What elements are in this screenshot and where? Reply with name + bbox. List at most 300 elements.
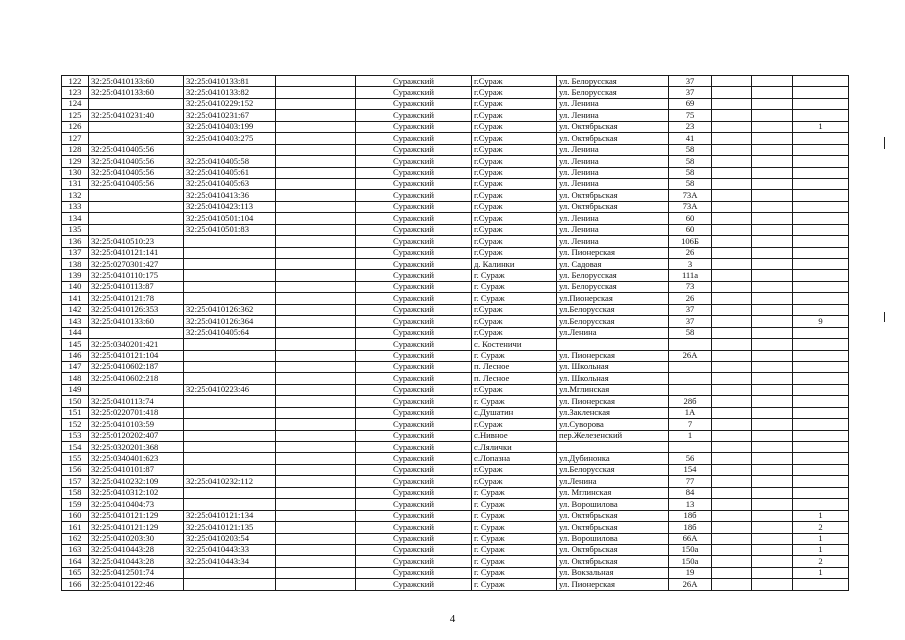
cadastral-number-secondary: 32:25:0410405:58 [184,156,276,167]
locality-name: д. Калинки [472,259,557,270]
cadastral-number-secondary [184,579,276,590]
table-row [62,110,849,121]
street-name [557,339,669,350]
cadastral-number-secondary [184,293,276,304]
locality-name: г. Сураж [472,350,557,361]
count-cell [793,110,849,121]
cadastral-number: 32:25:0410405:56 [89,144,184,155]
house-number [669,384,712,395]
street-name: ул. Ворошилова [557,499,669,510]
scan-mark [884,137,885,149]
street-name: ул. Ленина [557,224,669,235]
table-row [62,259,849,270]
extra-cell [712,110,752,121]
street-name: ул. Ленина [557,178,669,189]
extra-cell [752,110,793,121]
street-name: ул. Октябрьская [557,556,669,567]
blank-cell [276,304,356,315]
row-number: 164 [62,556,89,567]
cadastral-number: 32:25:0412501:74 [89,567,184,578]
locality-name: г.Сураж [472,178,557,189]
street-name [557,442,669,453]
street-name: ул.Белорусская [557,316,669,327]
extra-cell [712,190,752,201]
row-number: 140 [62,281,89,292]
table-row [62,190,849,201]
cadastral-number [89,201,184,212]
row-number: 139 [62,270,89,281]
street-name: ул. Пионерская [557,579,669,590]
cadastral-number: 32:25:0120202:407 [89,430,184,441]
extra-cell [752,178,793,189]
street-name: ул. Ленина [557,156,669,167]
cadastral-number: 32:25:0410121:141 [89,247,184,258]
blank-cell [276,167,356,178]
count-cell [793,384,849,395]
table-row [62,98,849,109]
table-row [62,167,849,178]
extra-cell [752,201,793,212]
house-number: 56 [669,453,712,464]
cadastral-number: 32:25:0410231:40 [89,110,184,121]
cadastral-number: 32:25:0270301:427 [89,259,184,270]
count-cell [793,373,849,384]
extra-cell [712,270,752,281]
count-cell [793,396,849,407]
extra-cell [752,293,793,304]
cadastral-number-secondary: 32:25:0410403:199 [184,121,276,132]
row-number: 131 [62,178,89,189]
locality-name: г. Сураж [472,499,557,510]
cadastral-number: 32:25:0410510:23 [89,236,184,247]
district-name: Суражский [356,327,472,338]
street-name: ул. Октябрьская [557,133,669,144]
row-number: 157 [62,476,89,487]
extra-cell [752,567,793,578]
district-name: Суражский [356,247,472,258]
row-number: 163 [62,544,89,555]
table-row [62,522,849,533]
row-number: 127 [62,133,89,144]
street-name: ул. Пионерская [557,350,669,361]
extra-cell [712,247,752,258]
extra-cell [712,556,752,567]
street-name: ул. Белорусская [557,87,669,98]
district-name: Суражский [356,442,472,453]
cadastral-number: 32:25:0410110:175 [89,270,184,281]
scan-mark [884,312,885,322]
cadastral-number: 32:25:0410133:60 [89,76,184,87]
blank-cell [276,339,356,350]
locality-name: г. Сураж [472,487,557,498]
count-cell [793,224,849,235]
blank-cell [276,236,356,247]
cadastral-number-secondary: 32:25:0410405:63 [184,178,276,189]
extra-cell [712,464,752,475]
cadastral-number-secondary [184,259,276,270]
extra-cell [712,98,752,109]
row-number: 138 [62,259,89,270]
count-cell [793,144,849,155]
row-number: 145 [62,339,89,350]
cadastral-number [89,190,184,201]
table-row [62,281,849,292]
extra-cell [712,144,752,155]
cadastral-number: 32:25:0410101:87 [89,464,184,475]
street-name: ул.Мглинская [557,384,669,395]
district-name: Суражский [356,430,472,441]
blank-cell [276,110,356,121]
cadastral-number [89,133,184,144]
extra-cell [752,579,793,590]
blank-cell [276,293,356,304]
district-name: Суражский [356,567,472,578]
cadastral-number-secondary: 32:25:0410413:36 [184,190,276,201]
extra-cell [712,350,752,361]
count-cell [793,361,849,372]
cadastral-number-secondary [184,373,276,384]
extra-cell [752,464,793,475]
blank-cell [276,407,356,418]
blank-cell [276,419,356,430]
table-row [62,178,849,189]
row-number: 124 [62,98,89,109]
extra-cell [712,419,752,430]
cadastral-number-secondary [184,144,276,155]
cadastral-number-secondary: 32:25:0410403:275 [184,133,276,144]
row-number: 155 [62,453,89,464]
street-name: ул.Ленина [557,476,669,487]
street-name: ул. Ленина [557,213,669,224]
locality-name: г.Сураж [472,384,557,395]
table-row [62,407,849,418]
house-number: 75 [669,110,712,121]
cadastral-number-secondary: 32:25:0410423:113 [184,201,276,212]
locality-name: г. Сураж [472,567,557,578]
district-name: Суражский [356,190,472,201]
row-number: 126 [62,121,89,132]
extra-cell [712,259,752,270]
extra-cell [752,236,793,247]
blank-cell [276,121,356,132]
blank-cell [276,442,356,453]
district-name: Суражский [356,213,472,224]
district-name: Суражский [356,259,472,270]
blank-cell [276,247,356,258]
district-name: Суражский [356,201,472,212]
blank-cell [276,522,356,533]
count-cell [793,499,849,510]
locality-name: г. Сураж [472,556,557,567]
cadastral-number-secondary [184,407,276,418]
locality-name: г.Сураж [472,87,557,98]
count-cell: 2 [793,556,849,567]
house-number: 18б [669,522,712,533]
extra-cell [752,453,793,464]
extra-cell [712,544,752,555]
table-row [62,304,849,315]
blank-cell [276,476,356,487]
extra-cell [752,533,793,544]
cadastral-number-secondary: 32:25:0410501:104 [184,213,276,224]
count-cell [793,464,849,475]
locality-name: с.Лопазна [472,453,557,464]
house-number: 28б [669,396,712,407]
extra-cell [712,430,752,441]
cadastral-number: 32:25:0410443:28 [89,556,184,567]
count-cell: 1 [793,544,849,555]
cadastral-number-secondary: 32:25:0410405:61 [184,167,276,178]
table-row [62,270,849,281]
blank-cell [276,144,356,155]
blank-cell [276,224,356,235]
extra-cell [712,442,752,453]
extra-cell [712,76,752,87]
district-name: Суражский [356,464,472,475]
row-number: 143 [62,316,89,327]
row-number: 158 [62,487,89,498]
extra-cell [752,316,793,327]
cadastral-number-secondary: 32:25:0410121:135 [184,522,276,533]
cadastral-number: 32:25:0410121:104 [89,350,184,361]
row-number: 146 [62,350,89,361]
row-number: 153 [62,430,89,441]
locality-name: г.Сураж [472,110,557,121]
blank-cell [276,281,356,292]
blank-cell [276,430,356,441]
house-number: 150а [669,556,712,567]
cadastral-number: 32:25:0410312:102 [89,487,184,498]
locality-name: с.Нивное [472,430,557,441]
row-number: 160 [62,510,89,521]
street-name: ул. Ленина [557,110,669,121]
table-row [62,373,849,384]
extra-cell [712,213,752,224]
house-number [669,339,712,350]
extra-cell [752,407,793,418]
extra-cell [712,522,752,533]
cadastral-number: 32:25:0410121:129 [89,522,184,533]
district-name: Суражский [356,293,472,304]
count-cell [793,304,849,315]
locality-name: с.Лялички [472,442,557,453]
blank-cell [276,487,356,498]
street-name: ул. Октябрьская [557,522,669,533]
table-row [62,224,849,235]
row-number: 151 [62,407,89,418]
cadastral-number: 32:25:0410126:353 [89,304,184,315]
locality-name: г.Сураж [472,167,557,178]
extra-cell [752,556,793,567]
extra-cell [752,98,793,109]
house-number: 77 [669,476,712,487]
cadastral-number-secondary: 32:25:0410229:152 [184,98,276,109]
row-number: 161 [62,522,89,533]
blank-cell [276,327,356,338]
house-number: 84 [669,487,712,498]
cadastral-number-secondary: 32:25:0410443:34 [184,556,276,567]
table-row [62,236,849,247]
street-name: ул. Октябрьская [557,201,669,212]
extra-cell [752,270,793,281]
cadastral-number-secondary [184,361,276,372]
registry-table [61,75,849,591]
row-number: 154 [62,442,89,453]
table-row [62,419,849,430]
cadastral-number [89,98,184,109]
cadastral-number-secondary: 32:25:0410231:67 [184,110,276,121]
extra-cell [752,373,793,384]
house-number: 58 [669,144,712,155]
cadastral-number: 32:25:0410443:28 [89,544,184,555]
count-cell [793,98,849,109]
house-number: 60 [669,213,712,224]
row-number: 142 [62,304,89,315]
blank-cell [276,579,356,590]
count-cell [793,190,849,201]
extra-cell [752,121,793,132]
extra-cell [752,76,793,87]
extra-cell [712,224,752,235]
table-row [62,144,849,155]
extra-cell [752,213,793,224]
blank-cell [276,567,356,578]
table-row [62,430,849,441]
locality-name: г. Сураж [472,522,557,533]
street-name: ул. Ворошилова [557,533,669,544]
cadastral-number-secondary: 32:25:0410223:46 [184,384,276,395]
street-name: ул. Школьная [557,361,669,372]
extra-cell [752,361,793,372]
extra-cell [712,281,752,292]
registry-table-body [62,76,849,591]
locality-name: г. Сураж [472,270,557,281]
row-number: 147 [62,361,89,372]
house-number: 150а [669,544,712,555]
blank-cell [276,453,356,464]
street-name: ул. Вокзальная [557,567,669,578]
row-number: 128 [62,144,89,155]
blank-cell [276,133,356,144]
cadastral-number [89,327,184,338]
blank-cell [276,373,356,384]
row-number: 152 [62,419,89,430]
locality-name: г.Сураж [472,419,557,430]
count-cell: 1 [793,567,849,578]
locality-name: г.Сураж [472,327,557,338]
table-row [62,361,849,372]
row-number: 122 [62,76,89,87]
table-row [62,213,849,224]
district-name: Суражский [356,579,472,590]
cadastral-number: 32:25:0410133:60 [89,87,184,98]
table-row [62,464,849,475]
count-cell [793,442,849,453]
district-name: Суражский [356,224,472,235]
count-cell [793,178,849,189]
district-name: Суражский [356,178,472,189]
locality-name: г. Сураж [472,510,557,521]
district-name: Суражский [356,522,472,533]
house-number: 60 [669,224,712,235]
extra-cell [712,510,752,521]
table-row [62,247,849,258]
blank-cell [276,510,356,521]
locality-name: г.Сураж [472,144,557,155]
blank-cell [276,201,356,212]
count-cell [793,579,849,590]
extra-cell [712,121,752,132]
house-number: 106Б [669,236,712,247]
house-number [669,442,712,453]
cadastral-number-secondary [184,487,276,498]
district-name: Суражский [356,98,472,109]
district-name: Суражский [356,144,472,155]
blank-cell [276,98,356,109]
district-name: Суражский [356,419,472,430]
row-number: 165 [62,567,89,578]
extra-cell [752,499,793,510]
row-number: 162 [62,533,89,544]
cadastral-number-secondary: 32:25:0410126:364 [184,316,276,327]
district-name: Суражский [356,533,472,544]
district-name: Суражский [356,156,472,167]
count-cell: 1 [793,121,849,132]
cadastral-number: 32:25:0410405:56 [89,167,184,178]
table-row [62,579,849,590]
house-number: 154 [669,464,712,475]
cadastral-number: 32:25:0410404:73 [89,499,184,510]
district-name: Суражский [356,121,472,132]
street-name: ул. Садовая [557,259,669,270]
house-number: 13 [669,499,712,510]
extra-cell [752,522,793,533]
house-number: 73 [669,281,712,292]
count-cell [793,407,849,418]
cadastral-number: 32:25:0410103:59 [89,419,184,430]
extra-cell [752,442,793,453]
district-name: Суражский [356,316,472,327]
district-name: Суражский [356,396,472,407]
house-number: 19 [669,567,712,578]
cadastral-number: 32:25:0410602:187 [89,361,184,372]
row-number: 149 [62,384,89,395]
cadastral-number-secondary [184,430,276,441]
cadastral-number: 32:25:0410113:74 [89,396,184,407]
blank-cell [276,396,356,407]
house-number: 37 [669,316,712,327]
count-cell [793,487,849,498]
count-cell [793,213,849,224]
cadastral-number-secondary [184,567,276,578]
cadastral-number: 32:25:0410602:218 [89,373,184,384]
table-row [62,201,849,212]
extra-cell [712,327,752,338]
house-number: 37 [669,76,712,87]
table-row [62,442,849,453]
locality-name: г.Сураж [472,98,557,109]
cadastral-number-secondary [184,442,276,453]
district-name: Суражский [356,407,472,418]
locality-name: г.Сураж [472,190,557,201]
extra-cell [712,133,752,144]
cadastral-number: 32:25:0410405:56 [89,178,184,189]
row-number: 166 [62,579,89,590]
street-name: ул. Ленина [557,144,669,155]
count-cell [793,327,849,338]
locality-name: г.Сураж [472,213,557,224]
row-number: 135 [62,224,89,235]
